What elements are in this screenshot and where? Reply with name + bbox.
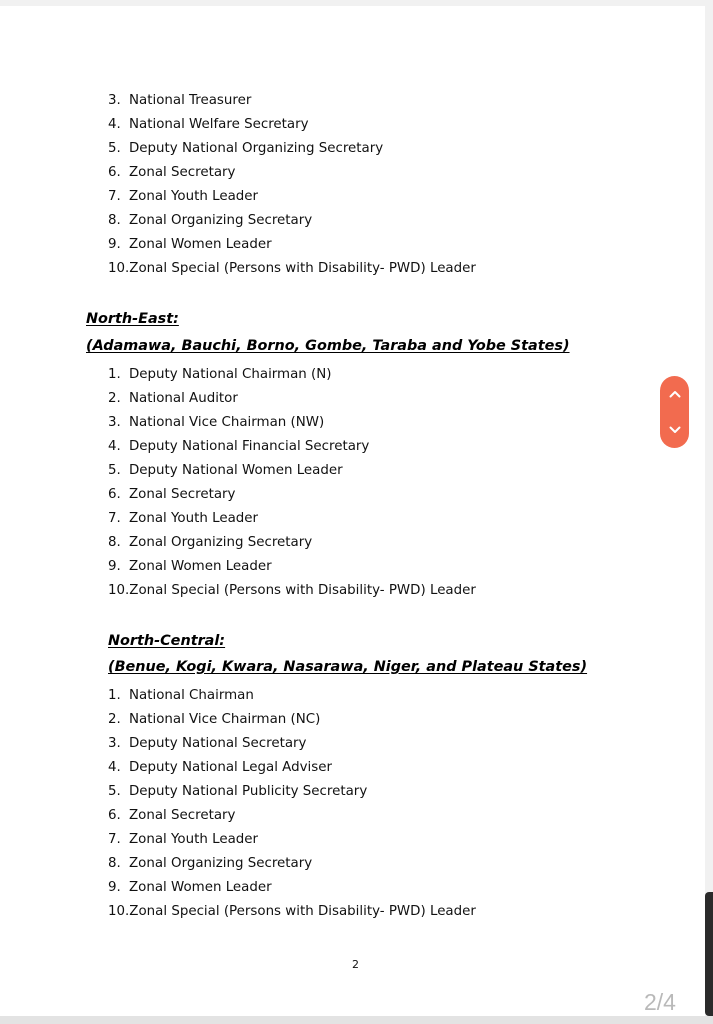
chevron-down-icon: [669, 426, 681, 434]
list-item: 4. National Welfare Secretary: [108, 117, 309, 132]
position-list-north-east: [108, 363, 476, 603]
chevron-up-icon: [669, 390, 681, 398]
list-item: 5. Deputy National Publicity Secretary: [108, 784, 368, 799]
list-item: 3. Deputy National Secretary: [108, 736, 307, 751]
list-item: 1. Deputy National Chairman (N): [108, 367, 332, 382]
page-nav-control: [660, 376, 689, 448]
previous-page-button[interactable]: [660, 376, 689, 412]
list-item: 6. Zonal Secretary: [108, 487, 236, 502]
page-indicator: 2/4: [644, 989, 676, 1015]
next-page-button[interactable]: [660, 412, 689, 448]
list-item: 8. Zonal Organizing Secretary: [108, 856, 313, 871]
list-item: 6. Zonal Secretary: [108, 808, 236, 823]
section-heading-north-east: North-East:: [86, 311, 179, 327]
position-list-continued: [108, 89, 476, 281]
viewer-bottom-edge: [0, 1016, 713, 1024]
section-heading-north-central: North-Central:: [108, 633, 226, 649]
list-item: 8. Zonal Organizing Secretary: [108, 213, 313, 228]
page-number: 2: [352, 958, 359, 971]
section-subheading-north-east: (Adamawa, Bauchi, Borno, Gombe, Taraba and Yobe States): [86, 338, 570, 354]
list-item: 4. Deputy National Legal Adviser: [108, 760, 332, 775]
list-item: 3. National Treasurer: [108, 93, 252, 108]
list-item: 8. Zonal Organizing Secretary: [108, 535, 313, 550]
list-item: 9. Zonal Women Leader: [108, 559, 272, 574]
list-item: 1. National Chairman: [108, 688, 254, 703]
position-list-north-central: [108, 684, 476, 924]
list-item: 2. National Auditor: [108, 391, 238, 406]
list-item: 10.Zonal Special (Persons with Disability- PWD) Leader: [108, 261, 476, 276]
list-item: 9. Zonal Women Leader: [108, 237, 272, 252]
list-item: 7. Zonal Youth Leader: [108, 189, 259, 204]
list-item: 7. Zonal Youth Leader: [108, 511, 259, 526]
scrollbar-handle[interactable]: [705, 892, 713, 1016]
document-page: [0, 6, 705, 1016]
list-item: 5. Deputy National Women Leader: [108, 463, 343, 478]
list-item: 10.Zonal Special (Persons with Disability- PWD) Leader: [108, 583, 476, 598]
list-item: 3. National Vice Chairman (NW): [108, 415, 325, 430]
list-item: 2. National Vice Chairman (NC): [108, 712, 321, 727]
list-item: 7. Zonal Youth Leader: [108, 832, 259, 847]
list-item: 6. Zonal Secretary: [108, 165, 236, 180]
list-item: 9. Zonal Women Leader: [108, 880, 272, 895]
section-subheading-north-central: (Benue, Kogi, Kwara, Nasarawa, Niger, and Plateau States): [108, 659, 588, 675]
list-item: 5. Deputy National Organizing Secretary: [108, 141, 384, 156]
list-item: 10.Zonal Special (Persons with Disability- PWD) Leader: [108, 904, 476, 919]
list-item: 4. Deputy National Financial Secretary: [108, 439, 370, 454]
